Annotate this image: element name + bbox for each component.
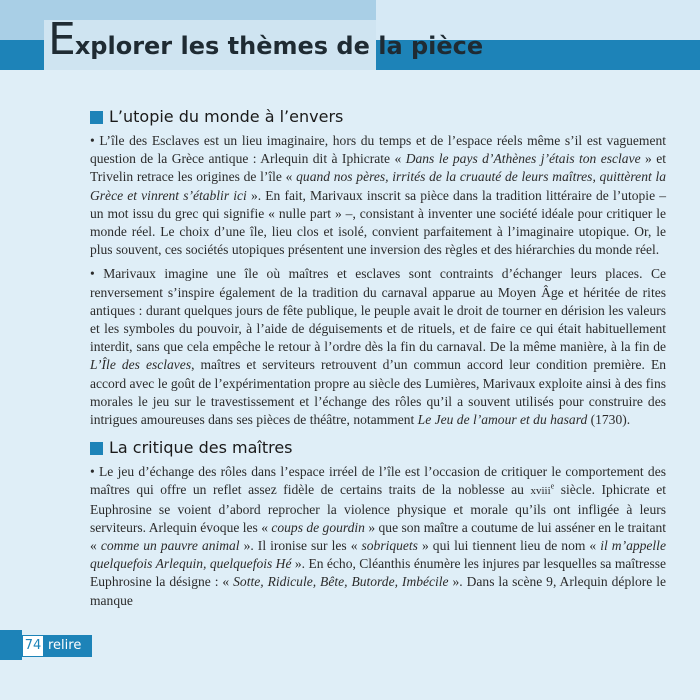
italic-text: L’Île des esclaves [90, 357, 192, 373]
superscript-text: e [550, 481, 555, 491]
paragraph [90, 265, 666, 429]
italic-text: Le Jeu de l’amour et du hasard [417, 412, 588, 428]
italic-text: Dans le pays d’Athènes j’étais ton esclave [405, 151, 641, 167]
text-run: Marivaux imagine une île où maîtres et esclaves sont contraints d’échanger leurs places. Ce renversement s’inspire également de la tradition du carnaval apparue au Moyen Âge et héritée de rites antiques : durant quelques jours de fête publique, le peuple avait le droit de tourner en dérision les valeurs et les symboles du pouvoir, à l’aide de déguisements et de rituels, et de faire ce qui était habituellement interdit, sans que cela empêche le retour à l’ordre dès la fin du carnaval. De la même manière, à la fin de [90, 266, 666, 355]
paragraph [90, 132, 666, 259]
section-heading-critique [90, 437, 666, 459]
section-heading-label: L’utopie du monde à l’envers [109, 106, 344, 126]
section-heading-label: La critique des maîtres [109, 438, 293, 458]
text-run: » et Trivelin retrace les origines de l’île « [90, 151, 666, 185]
text-run: » que son maître a coutume de lui asséner en le traitant « [90, 519, 666, 554]
italic-text: quand nos pères, irrités de la cruauté de leurs maîtres, quittèrent la Grèce et vinrent s’établir ici [90, 169, 666, 203]
section-heading-utopie [90, 106, 666, 128]
square-bullet-icon [90, 442, 103, 455]
text-run: ». En fait, Marivaux inscrit sa pièce dans la tradition littéraire de l’utopie – un mot issu du grec qui signifie « nulle part » –, consistant à inventer une société idéale pour critiquer le monde réel. Le choix d’une île, lieu clos et isolé, convient parfaitement à l’imaginaire utopique. Or, le plus souvent, ces sociétés utopiques présentent une inversion des règles et des hiérarchies du monde réel. [90, 187, 667, 258]
footer-tab [0, 630, 22, 660]
paragraph [90, 463, 666, 610]
text-run: » qui lui tiennent lieu de nom « [417, 538, 601, 554]
italic-text: sobriquets [361, 538, 418, 554]
page-title [48, 14, 484, 65]
italic-text: comme un pauvre animal [100, 538, 240, 554]
text-run: L’île des Esclaves est un lieu imaginaire, hors du temps et de l’espace réels même s’il est vaguement question de la Grèce antique : Arlequin dit à Iphicrate « [90, 133, 666, 167]
bullet: • [90, 464, 100, 480]
bullet: • [90, 266, 104, 282]
text-run: ». Il ironise sur les « [239, 538, 362, 554]
text-run: ». En écho, Cléanthis énumère les injures par lesquelles sa maîtresse Euphrosine la désigne : « [90, 556, 666, 590]
italic-text: il m’appelle quelquefois Arlequin, quelquefois Hé [90, 538, 666, 572]
square-bullet-icon [90, 111, 103, 124]
footer-label: relire [44, 635, 92, 657]
page-title-initial: E [48, 14, 76, 65]
bullet: • [90, 133, 100, 148]
text-run: Le jeu d’échange des rôles dans l’espace irréel de l’île est l’occasion de critiquer le comportement des maîtres qui offre un reflet assez fidèle de certains traits de la noblesse au [90, 464, 666, 498]
text-run: siècle. Iphicrate et Euphrosine se voient d’abord reprocher la violence physique et morale qu’ils ont infligée à leurs serviteurs. Arlequin évoque les « [90, 482, 667, 535]
text-run: ». Dans la scène 9, Arlequin déplore le manque [90, 574, 666, 608]
text-run: (1730). [587, 412, 631, 428]
small-caps-text: xviii [530, 485, 551, 498]
article-content [90, 106, 666, 616]
text-run: , maîtres et serviteurs retrouvent d’un commun accord leur condition première. En accord avec le goût de l’expérimentation propre au siècle des Lumières, Marivaux exploite ainsi à des fins morales le jeu sur le travestissement et l’échange des rôles qu’il a souvent utilisés pour construire des intrigues amoureuses dans ses pièces de théâtre, notamment [90, 357, 666, 428]
italic-text: coups de gourdin [271, 519, 365, 535]
italic-text: Sotte, Ridicule, Bête, Butorde, Imbécile [233, 574, 449, 590]
page-title-rest: xplorer les thèmes de la pièce [74, 32, 484, 60]
page-number: 74 [22, 635, 44, 657]
